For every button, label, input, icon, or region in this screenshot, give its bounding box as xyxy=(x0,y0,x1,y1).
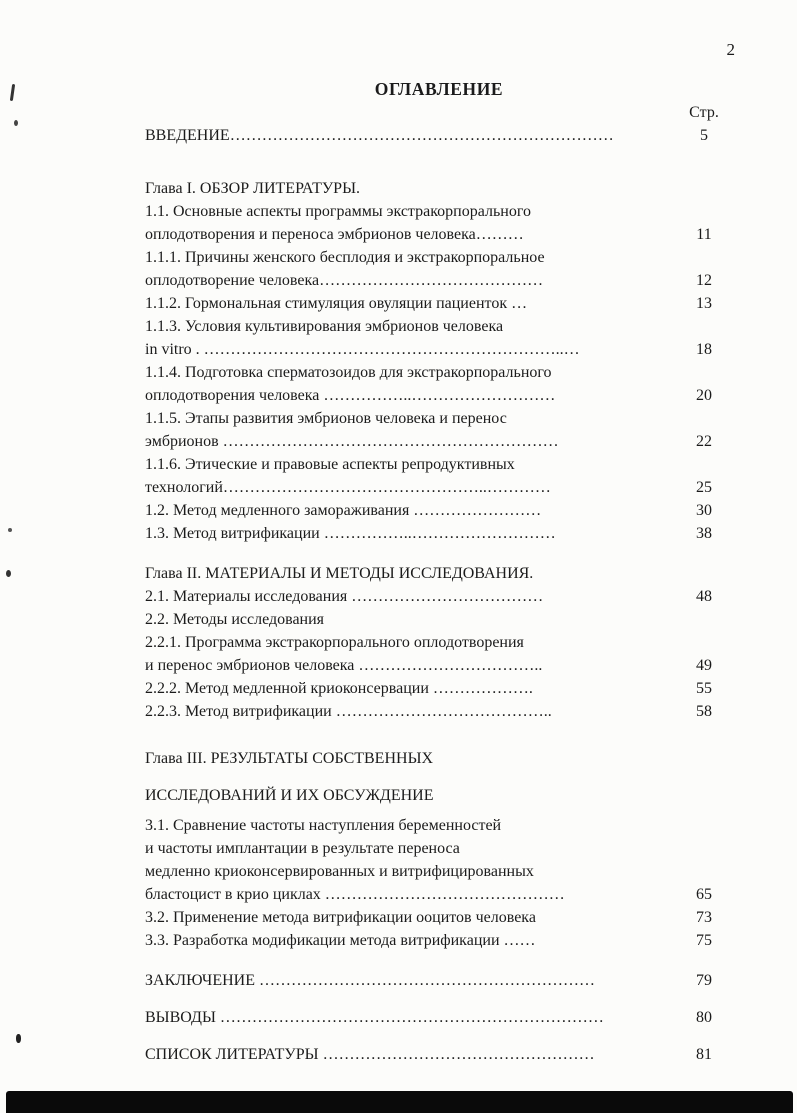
toc-line xyxy=(145,929,733,952)
toc-line xyxy=(145,906,733,929)
toc-section xyxy=(145,740,733,952)
toc-line xyxy=(145,883,733,906)
toc-entry xyxy=(145,1043,733,1066)
toc-line xyxy=(145,631,733,654)
toc-entry xyxy=(145,929,733,952)
toc-line xyxy=(145,361,733,384)
toc-line-text: оплодотворения и переноса эмбрионов человека……… xyxy=(145,226,524,243)
scan-artifact xyxy=(14,120,18,126)
toc-line xyxy=(145,837,733,860)
toc-entry xyxy=(145,315,733,361)
toc-line-text: бластоцист в крио циклах ……………………………………… xyxy=(145,886,565,903)
toc-entry xyxy=(145,1006,733,1029)
page-number: 2 xyxy=(726,40,735,59)
toc-entry-page-number: 81 xyxy=(696,1046,712,1063)
toc-line-text: эмбрионов ……………………………………………………… xyxy=(145,433,559,450)
toc-section xyxy=(145,969,733,1066)
toc-entry xyxy=(145,124,733,147)
toc-entry-page-number: 58 xyxy=(696,703,712,720)
toc-line-text: 2.2.3. Метод витрификации ………………………………….. xyxy=(145,703,552,720)
scan-edge-bar xyxy=(6,1091,793,1113)
toc-line xyxy=(145,522,733,545)
toc-section xyxy=(145,124,733,147)
toc-entry xyxy=(145,407,733,453)
toc-entry xyxy=(145,585,733,608)
toc-line-text: 2.2.1. Программа экстракорпорального оплодотворения xyxy=(145,634,524,651)
toc-line-text: технологий…………………………………………..………… xyxy=(145,479,551,496)
toc-line xyxy=(145,499,733,522)
toc-entry-page-number: 65 xyxy=(696,886,712,903)
toc-line xyxy=(145,654,733,677)
toc-line xyxy=(145,407,733,430)
toc-entry-page-number: 75 xyxy=(696,932,712,949)
toc-entry-page-number: 49 xyxy=(696,657,712,674)
toc-line-text: ВЫВОДЫ ……………………………………………………………… xyxy=(145,1009,604,1026)
toc-line xyxy=(145,124,733,147)
toc-line-text: 1.3. Метод витрификации ……………..……………………… xyxy=(145,525,556,542)
toc-line xyxy=(145,200,733,223)
section-heading: Глава II. МАТЕРИАЛЫ И МЕТОДЫ ИССЛЕДОВАНИЯ. xyxy=(145,565,534,582)
toc-section xyxy=(145,562,733,723)
toc-line xyxy=(145,223,733,246)
toc-line-text: 1.1. Основные аспекты программы экстракорпорального xyxy=(145,203,531,220)
toc-line-text: 1.2. Метод медленного замораживания …………………… xyxy=(145,502,542,519)
toc-line xyxy=(145,292,733,315)
toc-line-text: ЗАКЛЮЧЕНИЕ ……………………………………………………… xyxy=(145,972,595,989)
page-column-header-row xyxy=(145,101,733,124)
toc-line-text: ВВЕДЕНИЕ……………………………………………………………… xyxy=(145,127,614,144)
toc-entry-page-number: 5 xyxy=(700,127,708,144)
toc-line xyxy=(145,860,733,883)
toc-line xyxy=(145,1006,733,1029)
toc-line-text: оплодотворение человека…………………………………… xyxy=(145,272,544,289)
toc-entry xyxy=(145,814,733,906)
toc-entry-page-number: 79 xyxy=(696,972,712,989)
toc-entry-page-number: 12 xyxy=(696,272,712,289)
scan-artifact xyxy=(8,528,12,532)
toc-line-text: 1.1.4. Подготовка сперматозоидов для экстракорпорального xyxy=(145,364,552,381)
toc-section xyxy=(145,177,733,545)
toc-entry-page-number: 11 xyxy=(696,226,712,243)
toc-entry-page-number: 30 xyxy=(696,502,712,519)
toc-entry-page-number: 20 xyxy=(696,387,712,404)
toc-line-text: 3.2. Применение метода витрификации ооцитов человека xyxy=(145,909,536,926)
toc-entry xyxy=(145,499,733,522)
toc-entry xyxy=(145,677,733,700)
toc-entry-page-number: 38 xyxy=(696,525,712,542)
toc-line xyxy=(145,315,733,338)
toc-line xyxy=(145,608,733,631)
toc-entry-page-number: 48 xyxy=(696,588,712,605)
toc-entry-page-number: 22 xyxy=(696,433,712,450)
toc-entry xyxy=(145,246,733,292)
toc-entry xyxy=(145,969,733,992)
toc-line xyxy=(145,476,733,499)
toc-entry-page-number xyxy=(675,608,733,631)
toc-line-text: медленно криоконсервированных и витрифицированных xyxy=(145,863,534,880)
toc-entry-page-number: 55 xyxy=(696,680,712,697)
toc-line-text: 1.1.3. Условия культивирования эмбрионов человека xyxy=(145,318,504,335)
toc-line xyxy=(145,338,733,361)
toc-line xyxy=(145,814,733,837)
toc-line-text: 1.1.2. Гормональная стимуляция овуляции пациенток … xyxy=(145,295,528,312)
toc-line xyxy=(145,384,733,407)
toc-line xyxy=(145,246,733,269)
toc-entry-page-number: 18 xyxy=(696,341,712,358)
toc-line-text: 1.1.6. Этические и правовые аспекты репродуктивных xyxy=(145,456,515,473)
toc-line xyxy=(145,430,733,453)
toc-line-text: СПИСОК ЛИТЕРАТУРЫ …………………………………………… xyxy=(145,1046,595,1063)
scan-artifact xyxy=(6,570,11,577)
toc-line xyxy=(145,1043,733,1066)
toc-entry xyxy=(145,361,733,407)
section-heading: ИССЛЕДОВАНИЙ И ИХ ОБСУЖДЕНИЕ xyxy=(145,787,434,804)
toc-entry xyxy=(145,522,733,545)
toc-entry-page-number: 73 xyxy=(696,909,712,926)
toc-entry xyxy=(145,292,733,315)
toc-entry xyxy=(145,453,733,499)
toc-entry xyxy=(145,200,733,246)
toc-line xyxy=(145,677,733,700)
toc-line-text: 2.2. Методы исследования xyxy=(145,611,325,628)
toc-entry-page-number: 25 xyxy=(696,479,712,496)
toc-line-text: и частоты имплантации в результате переноса xyxy=(145,840,460,857)
toc-entry xyxy=(145,906,733,929)
page-column-header: Стр. xyxy=(689,104,719,121)
toc-entry xyxy=(145,631,733,677)
toc-line xyxy=(145,700,733,723)
toc-line-text: 2.2.2. Метод медленной криоконсервации ………………. xyxy=(145,680,533,697)
toc-entry-page-number: 13 xyxy=(696,295,712,312)
toc-line xyxy=(145,453,733,476)
toc-line-text: и перенос эмбрионов человека …………………………….. xyxy=(145,657,543,674)
toc-line-text: 2.1. Материалы исследования ……………………………… xyxy=(145,588,544,605)
toc xyxy=(145,78,733,1066)
page-column-header-spacer xyxy=(145,101,675,124)
toc-line-text: 1.1.1. Причины женского бесплодия и экстракорпоральное xyxy=(145,249,545,266)
toc-line-text: оплодотворения человека ……………..……………………… xyxy=(145,387,556,404)
scan-artifact xyxy=(16,1034,21,1043)
toc-line-text: 1.1.5. Этапы развития эмбрионов человека и перенос xyxy=(145,410,507,427)
toc-line-text: 3.1. Сравнение частоты наступления беременностей xyxy=(145,817,502,834)
section-heading: Глава III. РЕЗУЛЬТАТЫ СОБСТВЕННЫХ xyxy=(145,750,434,767)
toc-line-text: 3.3. Разработка модификации метода витрификации …… xyxy=(145,932,536,949)
toc-line-text: in vitro . …………………………………………………………..… xyxy=(145,341,580,358)
toc-line xyxy=(145,969,733,992)
toc-entry-page-number: 80 xyxy=(696,1009,712,1026)
scan-artifact xyxy=(10,84,15,101)
toc-title: ОГЛАВЛЕНИЕ xyxy=(374,79,504,99)
section-heading: Глава I. ОБЗОР ЛИТЕРАТУРЫ. xyxy=(145,180,361,197)
toc-entry xyxy=(145,700,733,723)
toc-line xyxy=(145,269,733,292)
toc-line xyxy=(145,585,733,608)
toc-entry xyxy=(145,608,733,631)
